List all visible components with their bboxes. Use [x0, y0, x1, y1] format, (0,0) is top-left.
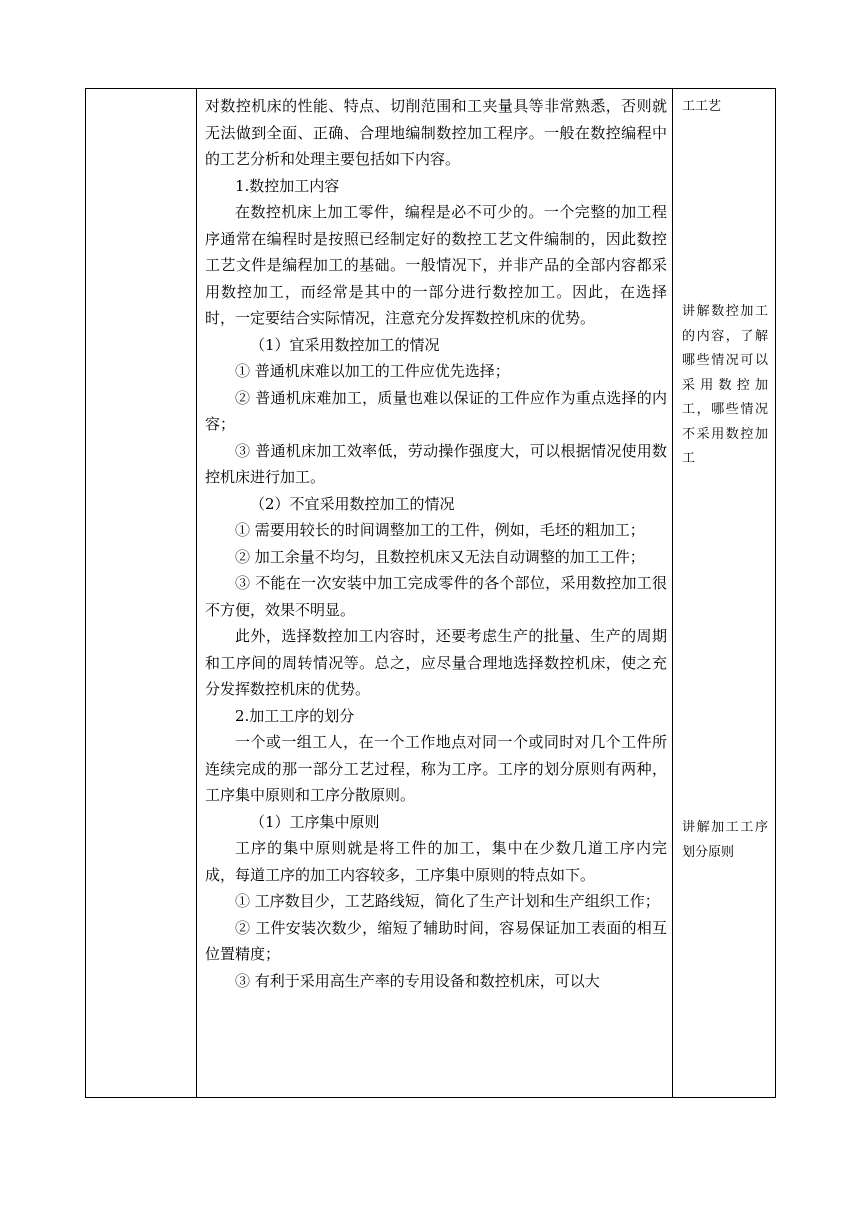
- subsection-heading: （1）宜采用数控加工的情况: [250, 335, 440, 354]
- side-note-text: 工工艺: [682, 99, 722, 114]
- side-note-text: 讲解加工工序划分原则: [682, 820, 768, 860]
- subsection-heading: （1）工序集中原则: [250, 812, 380, 831]
- list-item: ② 普通机床难加工，质量也难以保证的工件应作为重点选择的内容；: [205, 388, 667, 433]
- paragraph: 工序的集中原则就是将工件的加工，集中在少数几道工序内完成，每道工序的加工内容较多，工序集中原则的特点如下。: [205, 839, 667, 884]
- section-heading: 2.加工工序的划分: [235, 706, 355, 725]
- list-item: ② 工件安装次数少，缩短了辅助时间，容易保证加工表面的相互位置精度；: [205, 918, 667, 963]
- list-item: ① 工序数目少，工艺路线短，简化了生产计划和生产组织工作；: [235, 892, 660, 910]
- list-item: ③ 不能在一次安装中加工完成零件的各个部位，采用数控加工很不方便，效果不明显。: [205, 574, 667, 619]
- side-note-text: 讲解数控加工的内容，了解哪些情况可以采用数控加工，哪些情况不采用数控加工: [682, 304, 768, 466]
- section-heading: 1.数控加工内容: [235, 176, 340, 195]
- lesson-table: [85, 88, 776, 1098]
- column-divider-2: [672, 89, 673, 1097]
- side-note-1: [682, 95, 768, 120]
- column-divider-1: [196, 89, 197, 1097]
- list-item: ② 加工余量不均匀，且数控机床又无法自动调整的加工工件；: [235, 547, 645, 566]
- side-note-2: [682, 300, 768, 472]
- list-item: ① 需要用较长的时间调整加工的工件，例如，毛坯的粗加工；: [235, 521, 645, 539]
- list-item: ③ 有利于采用高生产率的专用设备和数控机床，可以大: [235, 971, 600, 990]
- side-note-3: [682, 816, 768, 865]
- subsection-heading: （2）不宜采用数控加工的情况: [250, 494, 455, 513]
- list-item: ③ 普通机床加工效率低，劳动操作强度大，可以根据情况使用数控机床进行加工。: [205, 441, 667, 486]
- list-item: ① 普通机床难以加工的工件应优先选择；: [235, 362, 510, 380]
- paragraph: 在数控机床上加工零件，编程是必不可少的。一个完整的加工程序通常在编程时是按照已经制定好的数控工艺文件编制的，因此数控工艺文件是编程加工的基础。一般情况下，并非产品的全部内容都采用数控加工，而经常是其中的一部分进行数控加工。因此，在选择时，一定要结合实际情况，注意充分发挥数控机床的优势。: [205, 203, 667, 327]
- paragraph: 对数控机床的性能、特点、切削范围和工夹量具等非常熟悉，否则就无法做到全面、正确、合理地编制数控加工程序。一般在数控编程中的工艺分析和处理主要包括如下内容。: [205, 97, 667, 168]
- paragraph: 此外，选择数控加工内容时，还要考虑生产的批量、生产的周期和工序间的周转情况等。总之，应尽量合理地选择数控机床，使之充分发挥数控机床的优势。: [205, 627, 667, 698]
- main-content-cell: [205, 93, 667, 994]
- paragraph: 一个或一组工人，在一个工作地点对同一个或同时对几个工件所连续完成的那一部分工艺过程，称为工序。工序的划分原则有两种，工序集中原则和工序分散原则。: [205, 733, 667, 804]
